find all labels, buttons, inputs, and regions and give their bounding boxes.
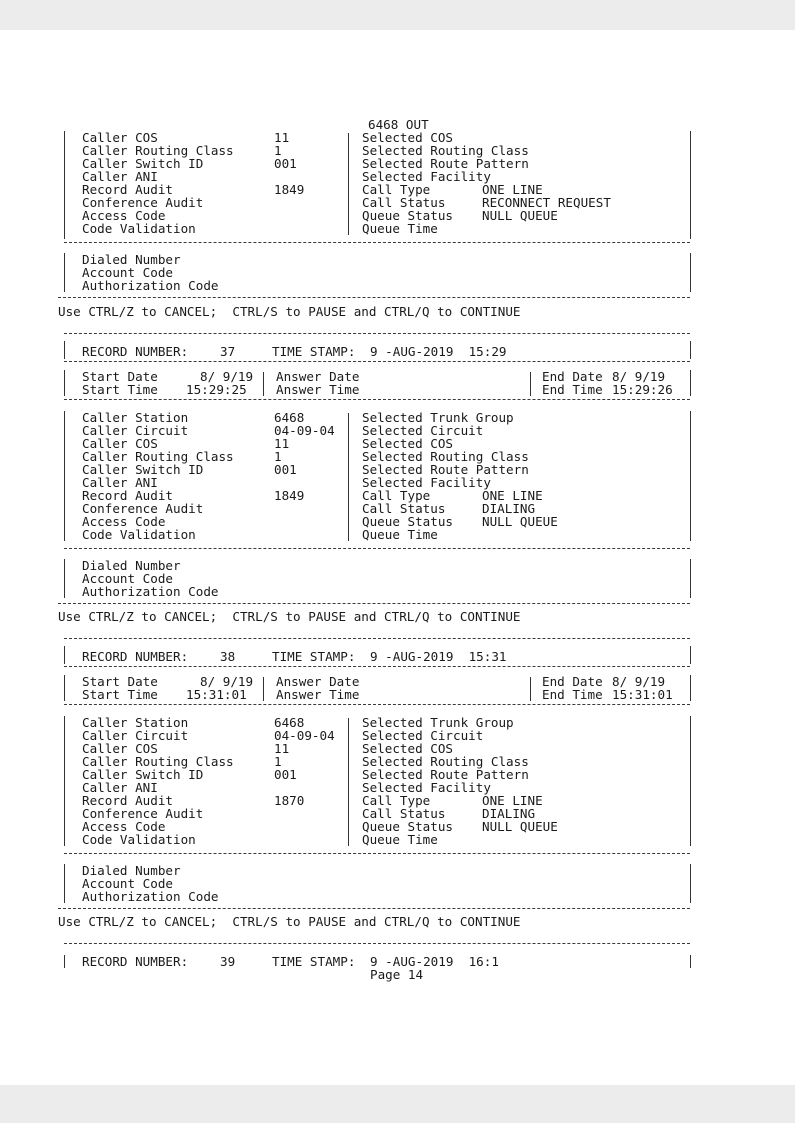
record-number-label: RECORD NUMBER: <box>82 344 189 359</box>
record-number: 39 <box>220 954 236 969</box>
field-value: 8/ 9/19 <box>200 369 254 384</box>
field-label: Answer Time <box>276 687 360 702</box>
time-stamp-label: TIME STAMP: <box>272 954 356 969</box>
field-value: 6468 <box>274 715 305 730</box>
field-label: Caller Switch ID <box>82 767 204 782</box>
field-value: 11 <box>274 130 290 145</box>
column-separator <box>348 133 349 235</box>
field-label: End Time <box>542 382 603 397</box>
field-label: Start Time <box>82 382 158 397</box>
field-value: 04-09-04 <box>274 423 335 438</box>
field-label: Answer Date <box>276 674 360 689</box>
field-label: Selected Routing Class <box>362 143 529 158</box>
field-value: 15:31:01 <box>612 687 673 702</box>
field-value: 6468 OUT <box>368 117 429 132</box>
field-label: Conference Audit <box>82 195 204 210</box>
time-stamp: 9 -AUG-2019 15:31 <box>370 649 507 664</box>
field-label: Selected Route Pattern <box>362 767 529 782</box>
field-label: Dialed Number <box>82 863 181 878</box>
field-value: 1 <box>274 449 282 464</box>
column-separator <box>530 677 531 701</box>
field-value: 001 <box>274 462 297 477</box>
field-value: 1849 <box>274 488 305 503</box>
field-label: Caller Routing Class <box>82 449 234 464</box>
field-label: Queue Status <box>362 819 453 834</box>
field-value: 6468 <box>274 410 305 425</box>
field-label: Record Audit <box>82 793 173 808</box>
field-value: NULL QUEUE <box>482 208 558 223</box>
field-label: Code Validation <box>82 221 196 236</box>
table-right-border <box>690 341 691 359</box>
time-stamp-label: TIME STAMP: <box>272 344 356 359</box>
field-label: Selected Routing Class <box>362 449 529 464</box>
dashed-separator <box>64 666 690 667</box>
field-label: Selected Trunk Group <box>362 715 514 730</box>
field-label: Authorization Code <box>82 584 219 599</box>
column-separator <box>348 413 349 541</box>
table-left-border <box>64 131 65 239</box>
field-label: Caller Switch ID <box>82 462 204 477</box>
table-left-border <box>64 370 65 396</box>
table-right-border <box>690 675 691 701</box>
field-label: Selected Circuit <box>362 728 484 743</box>
field-label: Call Type <box>362 182 431 197</box>
field-label: Authorization Code <box>82 278 219 293</box>
field-label: End Date <box>542 369 603 384</box>
dashed-separator <box>58 908 690 909</box>
field-label: Queue Time <box>362 221 438 236</box>
table-left-border <box>64 716 65 846</box>
dashed-separator <box>64 943 690 944</box>
time-stamp: 9 -AUG-2019 16:1 <box>370 954 499 969</box>
dashed-separator <box>58 603 690 604</box>
field-label: Queue Time <box>362 527 438 542</box>
field-value: NULL QUEUE <box>482 514 558 529</box>
table-right-border <box>690 131 691 239</box>
record-number-label: RECORD NUMBER: <box>82 649 189 664</box>
field-label: Code Validation <box>82 832 196 847</box>
field-value: 15:29:26 <box>612 382 673 397</box>
field-label: Caller ANI <box>82 169 158 184</box>
column-separator <box>263 372 264 396</box>
field-label: Caller Circuit <box>82 423 189 438</box>
field-label: Call Type <box>362 793 431 808</box>
field-label: Caller Station <box>82 715 189 730</box>
field-label: Access Code <box>82 514 166 529</box>
field-value: 11 <box>274 741 290 756</box>
table-left-border <box>64 411 65 541</box>
field-label: Selected Routing Class <box>362 754 529 769</box>
field-label: Caller Circuit <box>82 728 189 743</box>
field-label: Dialed Number <box>82 252 181 267</box>
dashed-separator <box>64 333 690 334</box>
continue-prompt: Use CTRL/Z to CANCEL; CTRL/S to PAUSE and CTRL/Q to CONTINUE <box>58 914 521 929</box>
field-value: 15:29:25 <box>186 382 247 397</box>
field-label: Start Date <box>82 674 158 689</box>
dashed-separator <box>64 853 690 854</box>
field-label: Caller COS <box>82 741 158 756</box>
table-right-border <box>690 864 691 903</box>
field-label: Call Type <box>362 488 431 503</box>
dashed-separator <box>64 638 690 639</box>
time-stamp-label: TIME STAMP: <box>272 649 356 664</box>
field-value: 001 <box>274 767 297 782</box>
field-label: Account Code <box>82 265 173 280</box>
dashed-separator <box>64 548 690 549</box>
dashed-separator <box>64 361 690 362</box>
table-left-border <box>64 864 65 903</box>
table-right-border <box>690 253 691 292</box>
table-right-border <box>690 716 691 846</box>
field-label: Caller COS <box>82 436 158 451</box>
field-label: Queue Time <box>362 832 438 847</box>
field-label: Selected Facility <box>362 780 491 795</box>
field-label: Answer Time <box>276 382 360 397</box>
column-separator <box>263 677 264 701</box>
field-value: 1 <box>274 143 282 158</box>
field-value: DIALING <box>482 806 536 821</box>
field-value: NULL QUEUE <box>482 819 558 834</box>
field-label: Caller COS <box>82 130 158 145</box>
table-left-border <box>64 341 65 359</box>
table-right-border <box>690 559 691 598</box>
field-label: Queue Status <box>362 514 453 529</box>
field-label: Authorization Code <box>82 889 219 904</box>
field-label: Answer Date <box>276 369 360 384</box>
field-label: Record Audit <box>82 182 173 197</box>
table-right-border <box>690 411 691 541</box>
record-number-label: RECORD NUMBER: <box>82 954 189 969</box>
field-label: Call Status <box>362 195 446 210</box>
field-label: Access Code <box>82 208 166 223</box>
field-label: Access Code <box>82 819 166 834</box>
field-value: RECONNECT REQUEST <box>482 195 611 210</box>
field-value: ONE LINE <box>482 793 543 808</box>
field-value: 001 <box>274 156 297 171</box>
field-label: Caller Routing Class <box>82 754 234 769</box>
table-right-border <box>690 646 691 664</box>
field-label: Selected Route Pattern <box>362 462 529 477</box>
table-right-border <box>690 955 691 968</box>
field-label: Caller Routing Class <box>82 143 234 158</box>
field-label: Caller ANI <box>82 780 158 795</box>
column-separator <box>530 372 531 396</box>
table-right-border <box>690 370 691 396</box>
field-label: Account Code <box>82 571 173 586</box>
field-label: Selected Trunk Group <box>362 410 514 425</box>
field-label: Caller Switch ID <box>82 156 204 171</box>
field-label: Conference Audit <box>82 806 204 821</box>
column-separator <box>348 718 349 846</box>
field-label: Selected Facility <box>362 475 491 490</box>
table-left-border <box>64 675 65 701</box>
field-label: End Time <box>542 687 603 702</box>
continue-prompt: Use CTRL/Z to CANCEL; CTRL/S to PAUSE and CTRL/Q to CONTINUE <box>58 304 521 319</box>
field-value: 8/ 9/19 <box>612 369 666 384</box>
dashed-separator <box>64 704 690 705</box>
dashed-separator <box>64 242 690 243</box>
field-value: 11 <box>274 436 290 451</box>
field-label: Account Code <box>82 876 173 891</box>
field-value: ONE LINE <box>482 182 543 197</box>
time-stamp: 9 -AUG-2019 15:29 <box>370 344 507 359</box>
field-label: Call Status <box>362 806 446 821</box>
field-label: Caller Station <box>82 410 189 425</box>
field-value: 1 <box>274 754 282 769</box>
continue-prompt: Use CTRL/Z to CANCEL; CTRL/S to PAUSE and CTRL/Q to CONTINUE <box>58 609 521 624</box>
dashed-separator <box>58 297 690 298</box>
table-left-border <box>64 646 65 664</box>
table-left-border <box>64 559 65 598</box>
field-label: Selected Facility <box>362 169 491 184</box>
field-label: Call Status <box>362 501 446 516</box>
field-label: Queue Status <box>362 208 453 223</box>
field-value: 1870 <box>274 793 305 808</box>
field-label: Selected Circuit <box>362 423 484 438</box>
record-number: 37 <box>220 344 236 359</box>
field-label: Selected COS <box>362 741 453 756</box>
field-value: 04-09-04 <box>274 728 335 743</box>
field-label: End Date <box>542 674 603 689</box>
field-label: Selected Route Pattern <box>362 156 529 171</box>
field-label: Code Validation <box>82 527 196 542</box>
field-value: 8/ 9/19 <box>200 674 254 689</box>
scan-top-band <box>0 0 795 30</box>
field-value: 8/ 9/19 <box>612 674 666 689</box>
field-label: Start Time <box>82 687 158 702</box>
field-label: Selected COS <box>362 436 453 451</box>
scan-bottom-band <box>0 1085 795 1123</box>
field-label: Caller ANI <box>82 475 158 490</box>
table-left-border <box>64 955 65 968</box>
page-number: Page 14 <box>370 967 424 982</box>
field-value: DIALING <box>482 501 536 516</box>
field-label: Start Date <box>82 369 158 384</box>
field-label: Record Audit <box>82 488 173 503</box>
table-left-border <box>64 253 65 292</box>
field-value: ONE LINE <box>482 488 543 503</box>
field-label: Conference Audit <box>82 501 204 516</box>
dashed-separator <box>64 399 690 400</box>
field-label: Dialed Number <box>82 558 181 573</box>
record-number: 38 <box>220 649 236 664</box>
field-value: 15:31:01 <box>186 687 247 702</box>
field-label: Selected COS <box>362 130 453 145</box>
field-value: 1849 <box>274 182 305 197</box>
